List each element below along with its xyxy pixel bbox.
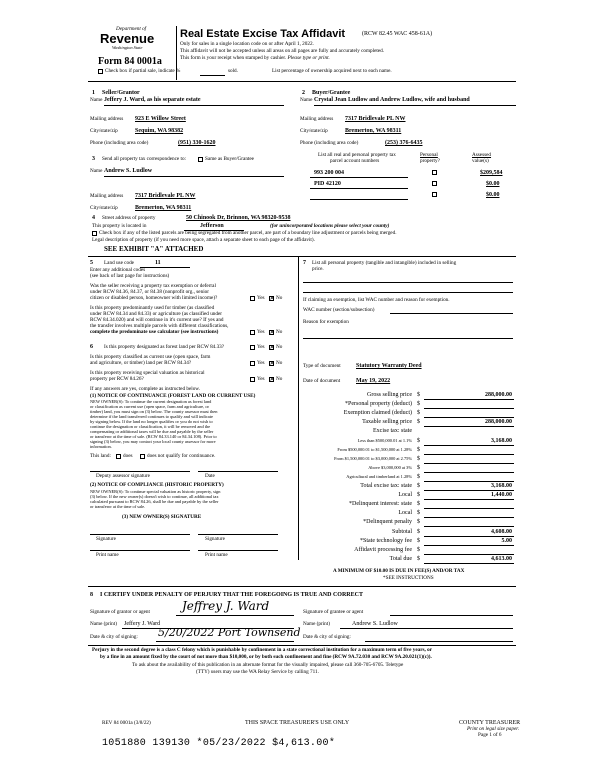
yes-label: Yes [257, 344, 265, 350]
grantor-date-city: 5/20/2022 Port Townsend [158, 626, 301, 639]
personal-property-label: List all personal property (tangible and intangible) included in selling [312, 260, 457, 266]
q1-yes-checkbox[interactable] [250, 296, 255, 301]
new-owner-signature-heading: (3) NEW OWNER(S) SIGNATURE [122, 514, 202, 520]
personal-head-1: Personal [420, 152, 438, 158]
correspondence-city: Bremerton, WA 98311 [135, 205, 192, 211]
calc-row-dollar: $ [417, 392, 420, 398]
correspondence-label: Send all property tax correspondence to: [102, 156, 186, 162]
doc-type-label: Type of document [303, 363, 341, 369]
segregated-note: Check box if any of the listed parcels are being segregated from another parcel, are part of a boundary line adjustment or parcels being merged. [99, 230, 397, 236]
logo-brand: Revenue [100, 31, 155, 46]
calc-row-label: *Personal property (deduct) [345, 401, 412, 408]
current-use-question: Is this property classified as current use (open space, farm [90, 354, 211, 360]
exemption-question-line: under RCW 84.36, 84.37, or 84.38 (nonprofit org., senior [90, 289, 209, 295]
land-does-not-checkbox[interactable] [140, 454, 145, 459]
exhibit-reference: SEE EXHIBIT "A" ATTACHED [104, 245, 204, 253]
treasurer-use-label: THIS SPACE TREASURER'S USE ONLY [245, 720, 350, 726]
owner-signature-label: Signature [96, 536, 116, 542]
current-use-no-checkbox[interactable] [269, 361, 274, 366]
county-label: This property is located in [92, 223, 147, 229]
calc-row-value: 3,168.00 [491, 437, 512, 444]
continuance-notice-line: or transferor at the time of sale. (RCW 84.33.140 or 84.34.108). Prior to [90, 434, 217, 439]
no-label: No [276, 376, 283, 382]
yes-label: Yes [257, 329, 265, 335]
calc-row-label: Agricultural and timberland at 1.28% [346, 473, 412, 479]
assessed-value: $0.00 [486, 181, 500, 187]
calc-row-dollar: $ [417, 519, 420, 526]
timber-question-line: under RCW 84.34 and 84.33) or agriculture (as classified under [90, 311, 223, 317]
historic-no-checkbox[interactable] [269, 377, 274, 382]
buyer-name: Crystal Jean Ludlow and Andrew Ludlow, wife and husband [314, 97, 470, 103]
calc-row-label: Less than $500,000.01 at 1.1% [357, 437, 412, 443]
doc-date-label: Date of document [303, 378, 341, 384]
owner-signature-label: Signature [205, 536, 225, 542]
timber-question-line: RCW 84.34.020) and will continue in it's current use? If yes and [90, 317, 224, 323]
calc-row-label: Gross selling price [367, 392, 412, 398]
certify-heading: I CERTIFY UNDER PENALTY OF PERJURY THAT THE FOREGOING IS TRUE AND CORRECT [100, 592, 363, 598]
no-label: No [276, 329, 283, 335]
section-6-number: 6 [90, 344, 93, 350]
calc-row-dollar: $ [417, 528, 420, 535]
calc-row-label: Local [398, 510, 412, 517]
continuance-notice-title: (1) NOTICE OF CONTINUANCE (FOREST LAND OR CURRENT USE) [90, 393, 256, 399]
calc-row-label: Excise tax: state [373, 428, 412, 435]
section-2-number: 2 [302, 90, 305, 96]
form-revision-code: REV 84 0001a (3/8/22) [102, 720, 151, 726]
buyer-city-label: City/state/zip [300, 128, 328, 134]
no-label: No [276, 344, 283, 350]
segregated-checkbox[interactable] [92, 231, 97, 236]
q2-yes-checkbox[interactable] [250, 330, 255, 335]
calc-row-value: 3,168.00 [491, 483, 512, 489]
calc-row-label: From $1,500,000.01 to $3,000,000 at 2.75% [334, 455, 412, 461]
calc-row-dollar: $ [417, 483, 420, 489]
personal-property-checkbox[interactable] [432, 192, 437, 197]
section-4-number: 4 [92, 215, 95, 221]
historic-question: property per RCW 84.26? [90, 376, 144, 382]
grantor-signature-label: Signature of grantor or agent [90, 609, 150, 615]
page-number: Page 1 of 6 [478, 732, 502, 738]
calc-row-dollar: $ [417, 464, 420, 471]
perjury-note-line: by a fine in an amount fixed by the court of not more than $10,000, or by both such confinement and fine (RCW 9A.72.030 and RCW 9A.20.021(1)(c)). [100, 654, 432, 660]
seller-phone-label: Phone (including area code) [90, 140, 149, 146]
partial-sale-checkbox[interactable] [98, 69, 103, 74]
owner-print-name-label: Print name [205, 552, 228, 558]
continuance-notice-line: compensating or additional taxes will be due and payable by the seller [90, 429, 214, 434]
grantor-signature: Jeffrey J. Ward [182, 599, 270, 613]
this-land-label: This land: [90, 453, 111, 459]
grantor-print-name: Jeffery J. Ward [124, 621, 161, 627]
calc-row-label: Total due [389, 555, 412, 562]
form-title: Real Estate Excise Tax Affidavit [180, 28, 346, 40]
grantee-name-label: Name (print) [303, 621, 330, 627]
ownership-label: List percentage of ownership acquired next to each name. [272, 68, 392, 74]
grantee-signature-label: Signature of grantee or agent [303, 609, 364, 615]
calc-row-dollar: $ [417, 555, 420, 562]
forest-yes-checkbox[interactable] [250, 345, 255, 350]
calc-row-dollar: $ [417, 455, 420, 462]
partial-sale-label: Check box if partial sale, indicate % [105, 68, 181, 74]
timber-question-line: the transfer involves multiple parcels with different classifications, [90, 323, 229, 329]
calc-row-label: *Delinquent penalty [363, 519, 412, 526]
see-instructions-note: *SEE INSTRUCTIONS [383, 575, 434, 581]
yes-label: Yes [257, 295, 265, 301]
calc-row-label: Total excise tax: state [360, 483, 412, 489]
form-title-ref: (RCW 82.45 WAC 458-61A) [362, 31, 433, 37]
parcel-head-2: parcel account numbers [330, 158, 380, 164]
land-does-checkbox[interactable] [116, 454, 121, 459]
street-label: Street address of property [102, 215, 156, 221]
timber-question-line: complete the predominate use calculator (see instructions) [90, 329, 219, 335]
section-1-number: 1 [92, 90, 95, 96]
personal-head-2: property? [420, 158, 440, 164]
assessed-head-1: Assessed [472, 152, 492, 158]
treasurer-stamp: 1051880 139130 *05/23/2022 $4,613.00* [102, 738, 336, 749]
wac-number-label: WAC number (section/subsection) [303, 307, 375, 313]
see-back-note: (see back of last page for instructions) [90, 273, 170, 279]
logo-state-line: Washington State [112, 45, 143, 50]
notice-line-3: This form is your receipt when stamped by cashier. Please type or print. [180, 55, 330, 61]
continuance-notice-line: timber) land, you must sign on (3) below. The county assessor must then [90, 409, 218, 414]
legal-description-note: Legal description of property (if you need more space, attach a separate sheet to each page of the affidavit). [92, 237, 315, 243]
calc-row-dollar: $ [417, 473, 420, 480]
seller-phone: (951) 330-1620 [178, 140, 216, 146]
deputy-date-label: Date [205, 473, 215, 479]
grantee-date-city-label: Date & city of signing: [303, 634, 351, 640]
seller-name-label: Name [90, 97, 103, 103]
calc-row-value: 4,613.00 [491, 555, 512, 562]
answers-note: If any answers are yes, complete as instructed below. [90, 386, 201, 392]
deputy-signature-label: Deputy assessor signature [96, 473, 150, 479]
seller-mailing-label: Mailing address [90, 116, 124, 122]
calc-row-dollar: $ [417, 401, 420, 408]
section-3-number: 3 [92, 156, 95, 162]
buyer-phone: (253) 376-6435 [385, 140, 423, 146]
calc-row-dollar: $ [417, 546, 420, 553]
grantor-name-label: Name (print) [90, 621, 117, 627]
logo-dept-line: Department of [116, 26, 147, 32]
buyer-mailing-label: Mailing address [300, 116, 334, 122]
continuance-notice-line: determine if the land transferred continues to qualify and will indicate [90, 414, 213, 419]
buyer-mailing: 7317 Bridlevale PL NW [345, 116, 406, 122]
owner-print-name-label: Print name [96, 552, 119, 558]
calc-row-label: From $500,000.01 to $1,500,000 at 1.28% [337, 446, 412, 452]
timber-question-line: Is this property predominantly used for timber (as classified [90, 305, 215, 311]
additional-codes-label: Enter any additional codes [90, 267, 146, 273]
assessed-value: $0.00 [486, 192, 500, 198]
calc-row-dollar: $ [417, 537, 420, 544]
personal-property-checkbox[interactable] [432, 170, 437, 175]
perjury-note-line: Perjury in the second degree is a class C felony which is punishable by confinement in a state correctional institution for a maximum term of five years, or [92, 647, 433, 653]
county-note: (for unincorporated locations please select your county) [270, 223, 390, 229]
minimum-fee-note: A MINIMUM OF $10.00 IS DUE IN FEE(S) AND/OR TAX [333, 568, 465, 574]
calc-row-dollar: $ [417, 510, 420, 517]
current-use-yes-checkbox[interactable] [250, 361, 255, 366]
calc-row-dollar: $ [417, 492, 420, 499]
notice-line-1: Only for sales in a single location code on or after April 1, 2022. [180, 41, 314, 47]
correspondence-mailing: 7317 Bridlevale PL NW [135, 193, 196, 199]
grantee-print-name: Andrew S. Ludlow [352, 621, 398, 627]
legal-paper-note: Print on legal size paper. [467, 726, 520, 732]
exemption-question-line: Was the seller receiving a property tax exemption or deferral [90, 283, 216, 289]
seller-heading: Seller/Grantor [102, 90, 140, 96]
doc-date: May 19, 2022 [356, 378, 391, 384]
calc-row-label: Local [398, 492, 412, 499]
q2-no-checkbox[interactable] [269, 330, 274, 335]
calc-row-label: Subtotal [391, 528, 412, 535]
seller-name: Jeffery J. Ward, as his separate estate [104, 97, 201, 103]
compliance-notice-line: NEW OWNER(S): To continue special valuation as historic property, sign [90, 489, 221, 494]
calc-row-label: Exemption claimed (deduct) [343, 410, 412, 417]
buyer-phone-label: Phone (including area code) [300, 140, 359, 146]
calc-row-label: Above $3,000,000 at 3% [368, 464, 412, 470]
accessibility-note-line: (TTY) users may use the WA Relay Service by calling 711. [196, 669, 319, 675]
current-use-question: and agriculture, or timber) land per RCW 84.34? [90, 360, 192, 366]
calc-row-label: Affidavit processing fee [354, 546, 412, 553]
seller-city-label: City/state/zip [90, 128, 118, 134]
land-does-not-label: does not qualify for continuance. [147, 453, 216, 459]
county-treasurer-label: COUNTY TREASURER [459, 720, 521, 726]
parcel-number: 993 200 004 [314, 170, 344, 176]
section-5-number: 5 [90, 260, 93, 266]
q1-no-checkbox[interactable] [269, 296, 274, 301]
property-county: Jefferson [200, 223, 224, 229]
land-does-label: does [123, 453, 133, 459]
yes-label: Yes [257, 360, 265, 366]
calc-row-dollar: $ [417, 446, 420, 453]
exemption-reason-label: Reason for exemption [303, 319, 349, 325]
seller-city: Sequim, WA 98382 [135, 128, 184, 134]
personal-property-label: price. [312, 266, 324, 272]
correspondence-city-label: City/state/zip [90, 205, 118, 211]
calc-row-value: 1,440.00 [491, 492, 512, 499]
parcel-head-1: List all real and personal property tax [318, 152, 396, 158]
dor-logo [98, 26, 168, 52]
compliance-notice-line: or transferor at the time of sale. [90, 504, 146, 509]
section-7-number: 7 [303, 260, 306, 266]
no-label: No [276, 360, 283, 366]
historic-question: Is this property receiving special valuation as historical [90, 370, 205, 376]
exemption-claim-label: If claiming an exemption, list WAC number and reason for exemption. [303, 297, 450, 303]
calc-row-value: 288,000.00 [485, 392, 512, 398]
section-8-number: 8 [90, 592, 93, 598]
compliance-notice-title: (2) NOTICE OF COMPLIANCE (HISTORIC PROPERTY) [90, 482, 224, 488]
land-use-label: Land use code [104, 260, 134, 266]
forest-land-question: Is this property designated as forest land per RCW 84.33? [104, 344, 225, 350]
continuance-notice-line: signing (3) below, you may contact your local county assessor for more [90, 439, 216, 444]
calc-row-label: *Delinquent interest: state [349, 501, 412, 508]
correspondence-mailing-label: Mailing address [90, 193, 124, 199]
buyer-heading: Buyer/Grantee [312, 90, 351, 96]
form-number: Form 84 0001a [98, 56, 162, 67]
seller-mailing: 923 E Willow Street [135, 116, 186, 122]
compliance-notice-line: calculated pursuant to RCW 84.26, shall be due and payable by the seller [90, 499, 219, 504]
grantor-date-city-label: Date & city of signing: [90, 634, 138, 640]
calc-row-value: 288,000.00 [485, 419, 512, 426]
land-use-code: 11 [155, 260, 161, 266]
calc-row-dollar: $ [417, 501, 420, 508]
calc-row-value: 4,608.00 [491, 528, 512, 535]
continuance-notice-line: information. [90, 444, 112, 449]
assessed-value: $209,584 [480, 170, 503, 176]
parcel-number: PID 42120 [314, 181, 341, 187]
property-street: 50 Chinook Dr, Brinnon, WA 98320-9538 [186, 215, 291, 221]
partial-sale-sold: sold. [228, 68, 238, 74]
accessibility-note-line: To ask about the availability of this publication in an alternate format for the visually impaired, please call 360-705-6705. Teletype [132, 662, 404, 668]
calc-row-label: *State technology fee [360, 537, 412, 544]
correspondence-name: Andrew S. Ludlow [104, 168, 153, 174]
forest-no-checkbox[interactable] [269, 345, 274, 350]
yes-label: Yes [257, 376, 265, 382]
no-label: No [276, 295, 283, 301]
continuance-notice-line: or classification as current use (open space, farm and agriculture, or [90, 404, 209, 409]
same-as-buyer-label: Same as Buyer/Grantee [205, 156, 254, 162]
notice-line-2: This affidavit will not be accepted unless all areas on all pages are fully and accurately completed. [180, 48, 385, 54]
calc-row-dollar: $ [417, 410, 420, 417]
buyer-name-label: Name [300, 97, 313, 103]
assessed-head-2: value(s) [472, 158, 489, 164]
calc-row-dollar: $ [417, 437, 420, 444]
correspondence-name-label: Name [90, 168, 103, 174]
calc-row-label: Taxable selling price [362, 419, 412, 426]
compliance-notice-line: (3) below. If the new owner(s) doesn't wish to continue, all additional tax [90, 494, 219, 499]
calc-row-dollar: $ [417, 419, 420, 426]
historic-yes-checkbox[interactable] [250, 377, 255, 382]
buyer-city: Bremerton, WA 98311 [345, 128, 402, 134]
continuance-notice-line: continue the designation or classification, it will be removed and the [90, 424, 211, 429]
continuance-notice-line: NEW OWNER(S): To continue the current designation as forest land [90, 399, 212, 404]
continuance-notice-line: by signing below. If the land no longer qualifies or you do not wish to [90, 419, 213, 424]
exemption-question-line: citizen or disabled person, homeowner with limited income)? [90, 295, 218, 301]
doc-type: Statutory Warranty Deed [356, 363, 422, 369]
calc-row-value: 5.00 [501, 537, 512, 544]
personal-property-checkbox[interactable] [432, 181, 437, 186]
same-as-buyer-checkbox[interactable] [198, 157, 203, 162]
